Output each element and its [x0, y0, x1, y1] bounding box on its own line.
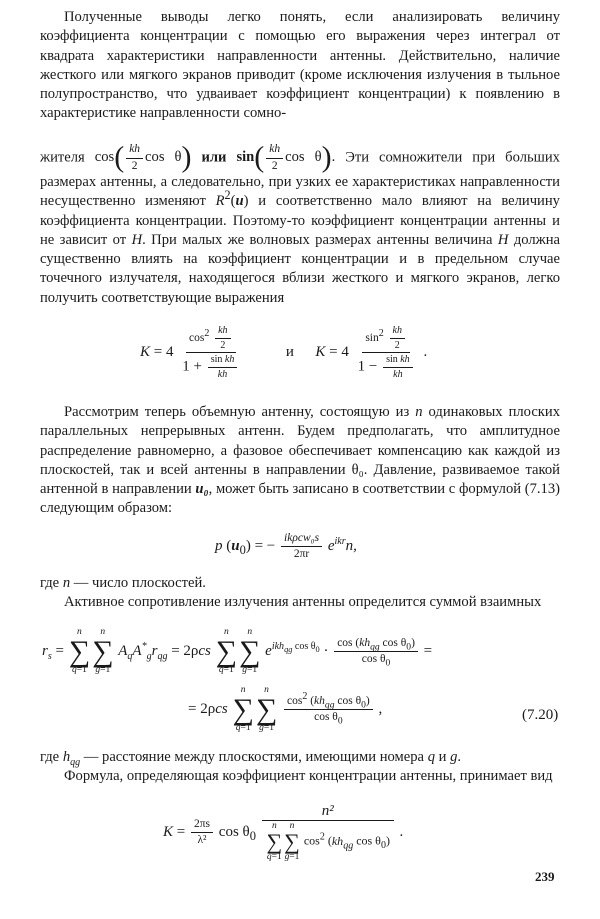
equation-rs-line2: = 2ρcs n ∑ q=1 n ∑ g=1 $\frac{\cos^2 (kh_{qg} \cos \theta_0)}{\cos \theta_0}$ , — [188, 685, 383, 733]
equation-pressure: p $(u_0)$ = − $\frac{\text{ikρcw₀s}}{2\pi r}$ $e^{ikr}n$, — [215, 532, 357, 561]
paragraph-formula-intro: Формула, определяющая коэффициент концентрации антенны, принимает вид — [64, 768, 553, 784]
paragraph-n-def: где n — число плоскостей. — [40, 575, 206, 591]
paragraph-intro — [40, 8, 560, 124]
text-factors-4: должна существенно влиять на коэффициент концентрации и в предельном случае точечного излучателя, находящегося вблизи жесткого и мягкого экранов, легко получить соответствующие выражения — [40, 231, 560, 306]
text-factors-2: и соответственно мало влияют на величину коэффициента концентрации. Поэтому-то коэффициент концентрации антенны и не зависит от — [40, 193, 560, 248]
page-number: 239 — [535, 869, 555, 884]
paragraph-resistance: Активное сопротивление излучения антенны определится суммой взаимных — [64, 594, 542, 610]
equation-rs-line1: $r_s$ = n ∑ q=1 n ∑ g=1 $A_qA^*_gr_{qg} = 2\rho cs$ n ∑ q=1 n ∑ g=1 $e^{ikh_{qg} cos \theta_0}$ · $\frac{\cos (kh_{qg} \cos \theta_0)}{\cos \theta_0}$ = — [42, 627, 433, 675]
symbol-H: H — [131, 231, 143, 248]
equation-K-final: K = $\frac{2\pi s}{\text{λ²}}$ $\cos \theta_0$ n² n ∑ q=1 n ∑ g=1 $\cos^2 (kh_{qg}$ $\cos \theta_0$) . — [163, 803, 404, 862]
symbol-R: R — [215, 193, 225, 210]
inline-sin-factor: sin( $\frac{kh}{2}$ cos θ). — [236, 141, 346, 174]
symbol-H-2: H — [497, 231, 509, 248]
equation-K-point: K = 4 $\cos^2$ $\frac{kh}{2}$ 1 + $\frac{\text{sin kh}}{kh}$ и K = 4 $\sin^2$ $\frac{kh}{2}$ 1 − $\frac{\text{sin kh}}{kh}$ . — [140, 325, 428, 380]
text-or: или — [201, 149, 227, 166]
text-volume-2: одинаковых плоских параллельных непрерывных антенн. Будем предполагать, что амплитудное распределение равномерно, а фазовое обеспечивает компенсацию как каждой из плоскостей, так и всей антенны в направлении — [40, 404, 560, 478]
text-factors-1: Эти сомножители при больших размерах антенны, а следовательно, при узких ее характеристиках направленности несущественно изменяют — [40, 149, 560, 210]
inline-cos-factor: cos( $\frac{kh}{2}$ cos θ) — [94, 141, 192, 174]
paragraph-factors: жителя cos( $\frac{kh}{2}$ cos θ) или sin( $\frac{kh}{2}$ cos θ). Эти сомножители при больших размерах антенны, а следовательно, при узких ее характеристиках направленности несущественно изменяют $R^2(u)$ и соответственно мало влияют на величину коэффициента концентрации. Поэтому-то коэффициент концентрации антенны и не зависит от H. При малых же волновых размерах антенны величина H должна существенно влиять на коэффициент концентрации и в предельном случае точечного излучателя, находящегося вблизи жесткого и мягкого экранов, легко получить соответствующие выражения — [40, 141, 560, 306]
text-volume-4: , может быть записано в соответствии с формулой (7.13) следующим образом: — [40, 481, 561, 517]
paragraph-volume-antenna: Рассмотрим теперь объемную антенну, состоящую из n одинаковых плоских параллельных непрерывных антенн. Будем предполагать, что амплитудное распределение равномерно, а фазовое обеспечивает компенсацию как каждой из плоскостей, так и всей антенны в направлении θ₀. Давление, развиваемое такой антенной в направлении u₀, может быть записано в соответствии с формулой (7.13) следующим образом: — [40, 404, 561, 517]
paragraph-intro-text: Полученные выводы легко понять, если анализировать величину коэффициента концентрации с помощью его выражения через интеграл от квадрата характеристики направленности антенны. Действительно, наличие жесткого или мягкого экранов приводит (кроме исключения излучения в тыльное полупространство, что удваивает коэффициент концентрации) к появлению в характеристике направленности сомно- — [40, 9, 560, 122]
text-volume-1: Рассмотрим теперь объемную антенну, состоящую из — [64, 404, 410, 420]
equation-number: (7.20) — [522, 707, 559, 723]
paragraph-h-def: где $h_{qg}$ — расстояние между плоскостями, имеющими номера q и g. — [40, 749, 462, 768]
text-factors-3: . При малых же волновых размерах антенны величина — [142, 231, 493, 248]
text-volume-3: . Давление, развиваемое такой антенной в направлении — [40, 461, 560, 498]
text-zhitelya: жителя — [40, 149, 85, 166]
